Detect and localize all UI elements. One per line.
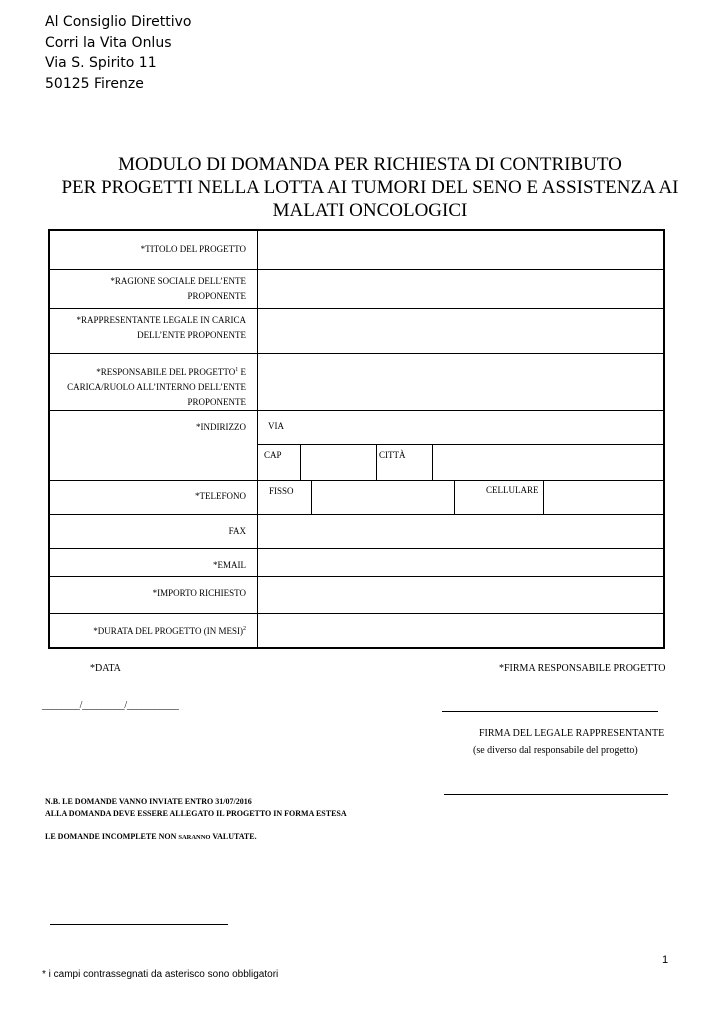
nb-text: VALUTATE. <box>210 832 257 841</box>
footnote-ref: 1 <box>235 367 239 373</box>
label-email: *EMAIL <box>213 560 246 570</box>
firma-legale-note: (se diverso dal responsabile del progetto) <box>473 745 638 756</box>
firma-responsabile-line[interactable] <box>442 711 658 712</box>
cellulare-field-divider <box>543 480 544 514</box>
cap-label: CAP <box>264 450 282 460</box>
document-title <box>60 153 680 222</box>
data-label: *DATA <box>90 663 121 674</box>
label-text: E <box>238 367 246 377</box>
label-fax: FAX <box>228 526 246 536</box>
firma-legale-label: FIRMA DEL LEGALE RAPPRESENTANTE <box>479 728 665 739</box>
cellulare-field[interactable] <box>545 481 663 513</box>
via-field[interactable] <box>268 421 658 441</box>
label-line: CARICA/RUOLO ALL’INTERNO DELL’ENTE <box>67 382 246 392</box>
label-durata <box>54 622 246 639</box>
recipient-line: Corri la Vita Onlus <box>45 34 172 51</box>
row-divider <box>50 410 663 411</box>
titolo-field[interactable] <box>259 231 663 268</box>
recipient-address <box>45 12 191 94</box>
citta-field[interactable] <box>434 445 663 479</box>
importo-field[interactable] <box>259 577 663 612</box>
column-divider <box>257 231 258 647</box>
footnote-text: * i campi contrassegnati da asterisco sono obbligatori <box>42 969 279 980</box>
ragione-sociale-field[interactable] <box>259 270 663 307</box>
label-responsabile <box>54 363 246 410</box>
citta-label-divider <box>376 444 377 480</box>
data-field[interactable]: ________/_________/___________ <box>42 700 179 711</box>
rappresentante-field[interactable] <box>259 309 663 352</box>
citta-field-divider <box>432 444 433 480</box>
label-titolo: *TITOLO DEL PROGETTO <box>140 244 246 254</box>
fisso-divider <box>311 480 312 514</box>
label-rappresentante-legale <box>54 313 246 343</box>
fisso-label: FISSO <box>269 486 294 496</box>
cap-field[interactable] <box>302 445 375 479</box>
responsabile-field[interactable] <box>259 354 663 409</box>
firma-legale-line[interactable] <box>444 794 668 795</box>
via-label: VIA <box>268 421 284 431</box>
nb-allegato: ALLA DOMANDA DEVE ESSERE ALLEGATO IL PROGETTO IN FORMA ESTESA <box>45 809 347 818</box>
page-number: 1 <box>662 954 669 966</box>
title-line: PER PROGETTI NELLA LOTTA AI TUMORI DEL SENO E ASSISTENZA AI <box>61 177 679 198</box>
cellulare-label: CELLULARE <box>486 485 539 495</box>
label-line: PROPONENTE <box>187 397 246 407</box>
label-line: *RAPPRESENTANTE LEGALE IN CARICA <box>76 315 246 325</box>
firma-responsabile-label: *FIRMA RESPONSABILE PROGETTO <box>499 663 666 674</box>
label-telefono: *TELEFONO <box>195 491 246 501</box>
recipient-line: Al Consiglio Direttivo <box>45 14 192 30</box>
nb-text: LE DOMANDE INCOMPLETE NON <box>45 832 179 841</box>
label-indirizzo: *INDIRIZZO <box>196 422 246 432</box>
label-line <box>54 363 246 380</box>
label-text: *RESPONSABILE DEL PROGETTO <box>96 367 236 377</box>
application-form-table <box>48 229 665 649</box>
title-line: MALATI ONCOLOGICI <box>272 200 468 221</box>
durata-field[interactable] <box>259 614 663 647</box>
recipient-line: Via S. Spirito 11 <box>45 55 157 71</box>
title-line: MODULO DI DOMANDA PER RICHIESTA DI CONTRIBUTO <box>118 154 622 175</box>
nb-deadline: N.B. LE DOMANDE VANNO INVIATE ENTRO 31/07/2016 <box>45 797 252 806</box>
label-line: DELL’ENTE PROPONENTE <box>137 330 246 340</box>
label-importo: *IMPORTO RICHIESTO <box>152 588 246 598</box>
fax-field[interactable] <box>259 515 663 547</box>
label-ragione-sociale: *RAGIONE SOCIALE DELL’ENTE PROPONENTE <box>110 276 246 301</box>
cellulare-label-divider <box>454 480 455 514</box>
fisso-field[interactable] <box>313 481 453 513</box>
footnote-ref: 2 <box>243 626 246 632</box>
email-field[interactable] <box>259 549 663 575</box>
label-text: *DURATA DEL PROGETTO (IN MESI) <box>93 626 243 636</box>
nb-text: SARANNO <box>178 834 211 841</box>
nb-incomplete <box>45 832 257 841</box>
footnote-separator <box>50 924 228 925</box>
citta-label: CITTÀ <box>379 450 406 460</box>
cap-divider <box>300 444 301 480</box>
recipient-line: 50125 Firenze <box>45 75 144 92</box>
